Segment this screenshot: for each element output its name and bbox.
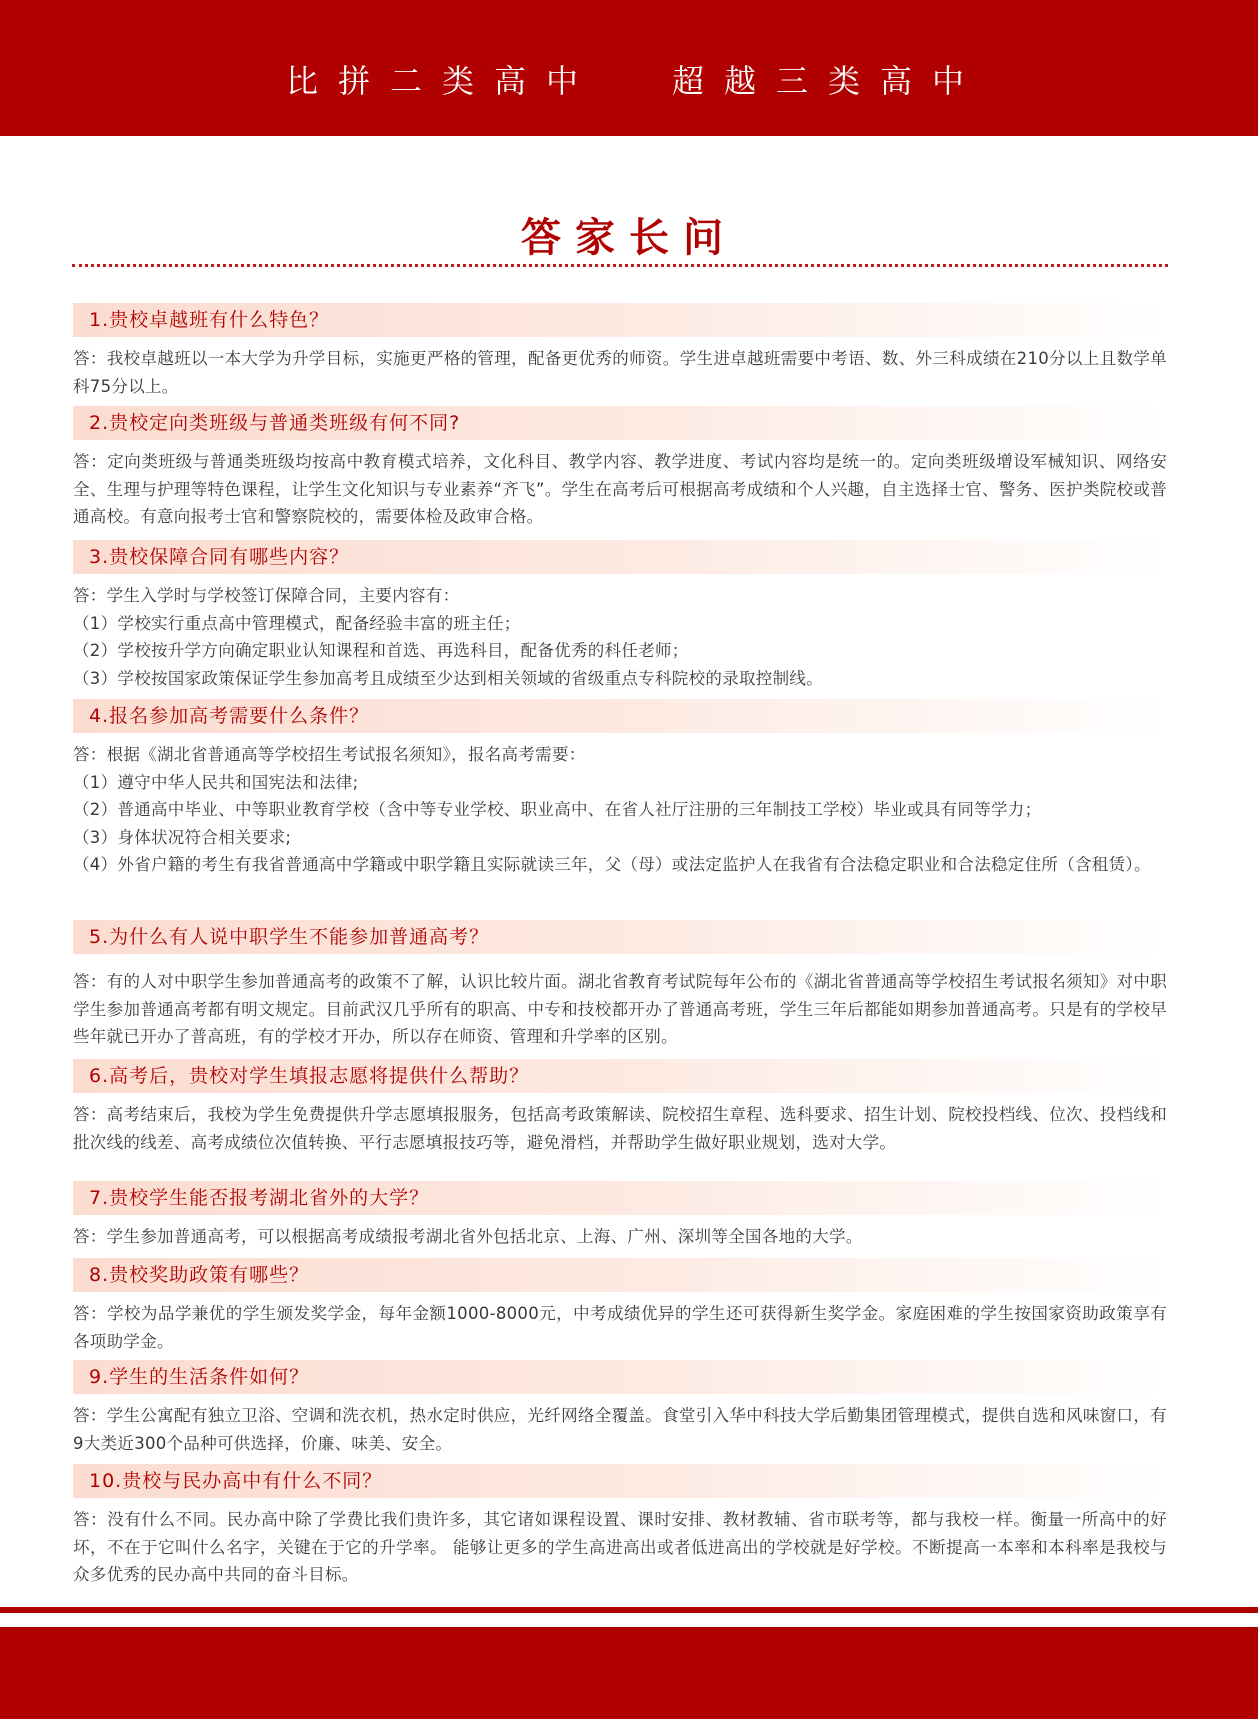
question-heading: 1.贵校卓越班有什么特色？ (73, 303, 1167, 337)
page-title: 答家长问 (521, 215, 737, 261)
answer-text (73, 968, 1167, 1051)
answer-paragraph: 答：学生公寓配有独立卫浴、空调和洗衣机，热水定时供应，光纤网络全覆盖。食堂引入华中科技大学后勤集团管理模式，提供自选和风味窗口，有9大类近300个品种可供选择，价廉、味美、安全。 (73, 1406, 1167, 1453)
qa-section-4 (73, 699, 1167, 879)
question-heading: 2.贵校定向类班级与普通类班级有何不同? (73, 406, 1167, 440)
question-heading: 3.贵校保障合同有哪些内容？ (73, 540, 1167, 574)
question-heading: 9.学生的生活条件如何？ (73, 1360, 1167, 1394)
header-slogan-right: 超越三类高中 (672, 62, 985, 100)
answer-text (73, 448, 1167, 531)
question-heading: 4.报名参加高考需要什么条件？ (73, 699, 1167, 733)
answer-paragraph: 答：有的人对中职学生参加普通高考的政策不了解，认识比较片面。湖北省教育考试院每年公布的《湖北省普通高等学校招生考试报名须知》对中职学生参加普通高考都有明文规定。目前武汉几乎所有的职高、中专和技校都开办了普通高考班，学生三年后都能如期参加普通高考。只是有的学校早些年就已开办了普高班，有的学校才开办，所以存在师资、管理和升学率的区别。 (73, 972, 1167, 1046)
answer-item: （3）学校按国家政策保证学生参加高考且成绩至少达到相关领域的省级重点专科院校的录取控制线。 (73, 668, 823, 688)
answer-text (73, 582, 1167, 692)
answer-item: （2）普通高中毕业、中等职业教育学校（含中等专业学校、职业高中、在省人社厅注册的三年制技工学校）毕业或具有同等学力； (73, 800, 1042, 819)
top-banner (0, 0, 1258, 136)
answer-text (73, 741, 1167, 879)
answer-paragraph: 答：学生参加普通高考，可以根据高考成绩报考湖北省外包括北京、上海、广州、深圳等全国各地的大学。 (73, 1227, 863, 1246)
qa-section-9 (73, 1360, 1167, 1457)
answer-paragraph: 答：根据《湖北省普通高等学校招生考试报名须知》，报名高考需要： (73, 745, 586, 764)
qa-section-6 (73, 1059, 1167, 1156)
question-heading: 5.为什么有人说中职学生不能参加普通高考？ (73, 920, 1167, 954)
qa-section-2 (73, 406, 1167, 531)
question-heading: 10.贵校与民办高中有什么不同？ (73, 1464, 1167, 1498)
answer-text (73, 1101, 1167, 1156)
answer-text (73, 1223, 1167, 1251)
answer-paragraph: 答：学校为品学兼优的学生颁发奖学金，每年金额1000-8000元，中考成绩优异的学生还可获得新生奖学金。家庭困难的学生按国家资助政策享有各项助学金。 (73, 1304, 1167, 1351)
answer-paragraph: 答：学生入学时与学校签订保障合同，主要内容有： (73, 586, 460, 605)
answer-paragraph: 答：定向类班级与普通类班级均按高中教育模式培养，文化科目、教学内容、教学进度、考试内容均是统一的。定向类班级增设军械知识、网络安全、生理与护理等特色课程，让学生文化知识与专业素养“齐飞”。学生在高考后可根据高考成绩和个人兴趣，自主选择士官、警务、医护类院校或普通高校。有意向报考士官和警察院校的，需要体检及政审合格。 (73, 452, 1167, 526)
bottom-divider-line (0, 1607, 1258, 1613)
answer-item: （1）遵守中华人民共和国宪法和法律; (73, 772, 359, 792)
qa-section-1 (73, 303, 1167, 400)
header-slogan-left: 比拼二类高中 (286, 62, 599, 100)
answer-item: （2）学校按升学方向确定职业认知课程和首选、再选科目，配备优秀的科任老师； (73, 641, 689, 660)
answer-item: （4）外省户籍的考生有我省普通高中学籍或中职学籍且实际就读三年，父（母）或法定监护人在我省有合法稳定职业和合法稳定住所（含租赁）。 (73, 855, 1151, 874)
bottom-banner (0, 1627, 1258, 1719)
qa-section-8 (73, 1258, 1167, 1355)
qa-section-3 (73, 540, 1167, 692)
answer-text (73, 1300, 1167, 1355)
dotted-divider (72, 264, 1168, 267)
answer-item: （1）学校实行重点高中管理模式，配备经验丰富的班主任； (73, 613, 521, 633)
question-heading: 6.高考后，贵校对学生填报志愿将提供什么帮助？ (73, 1059, 1167, 1093)
answer-text (73, 1506, 1167, 1589)
answer-text (73, 1402, 1167, 1457)
answer-paragraph: 答：没有什么不同。民办高中除了学费比我们贵许多，其它诸如课程设置、课时安排、教材教辅、省市联考等，都与我校一样。衡量一所高中的好坏，不在于它叫什么名字，关键在于它的升学率。 能够让更多的学生高进高出或者低进高出的学校就是好学校。不断提高一本率和本科率是我校与众多优秀的民办高中共同的奋斗目标。 (73, 1510, 1167, 1584)
answer-paragraph: 答：我校卓越班以一本大学为升学目标，实施更严格的管理，配备更优秀的师资。学生进卓越班需要中考语、数、外三科成绩在210分以上且数学单科75分以上。 (73, 349, 1167, 396)
question-heading: 8.贵校奖助政策有哪些？ (73, 1258, 1167, 1292)
qa-section-10 (73, 1464, 1167, 1589)
qa-section-5 (73, 920, 1167, 1051)
question-heading: 7.贵校学生能否报考湖北省外的大学？ (73, 1181, 1167, 1215)
qa-section-7 (73, 1181, 1167, 1251)
answer-paragraph: 答：高考结束后，我校为学生免费提供升学志愿填报服务，包括高考政策解读、院校招生章程、选科要求、招生计划、院校投档线、位次、投档线和批次线的线差、高考成绩位次值转换、平行志愿填报技巧等，避免滑档，并帮助学生做好职业规划，选对大学。 (73, 1105, 1167, 1152)
answer-item: （3）身体状况符合相关要求; (73, 827, 292, 847)
answer-text (73, 345, 1167, 400)
